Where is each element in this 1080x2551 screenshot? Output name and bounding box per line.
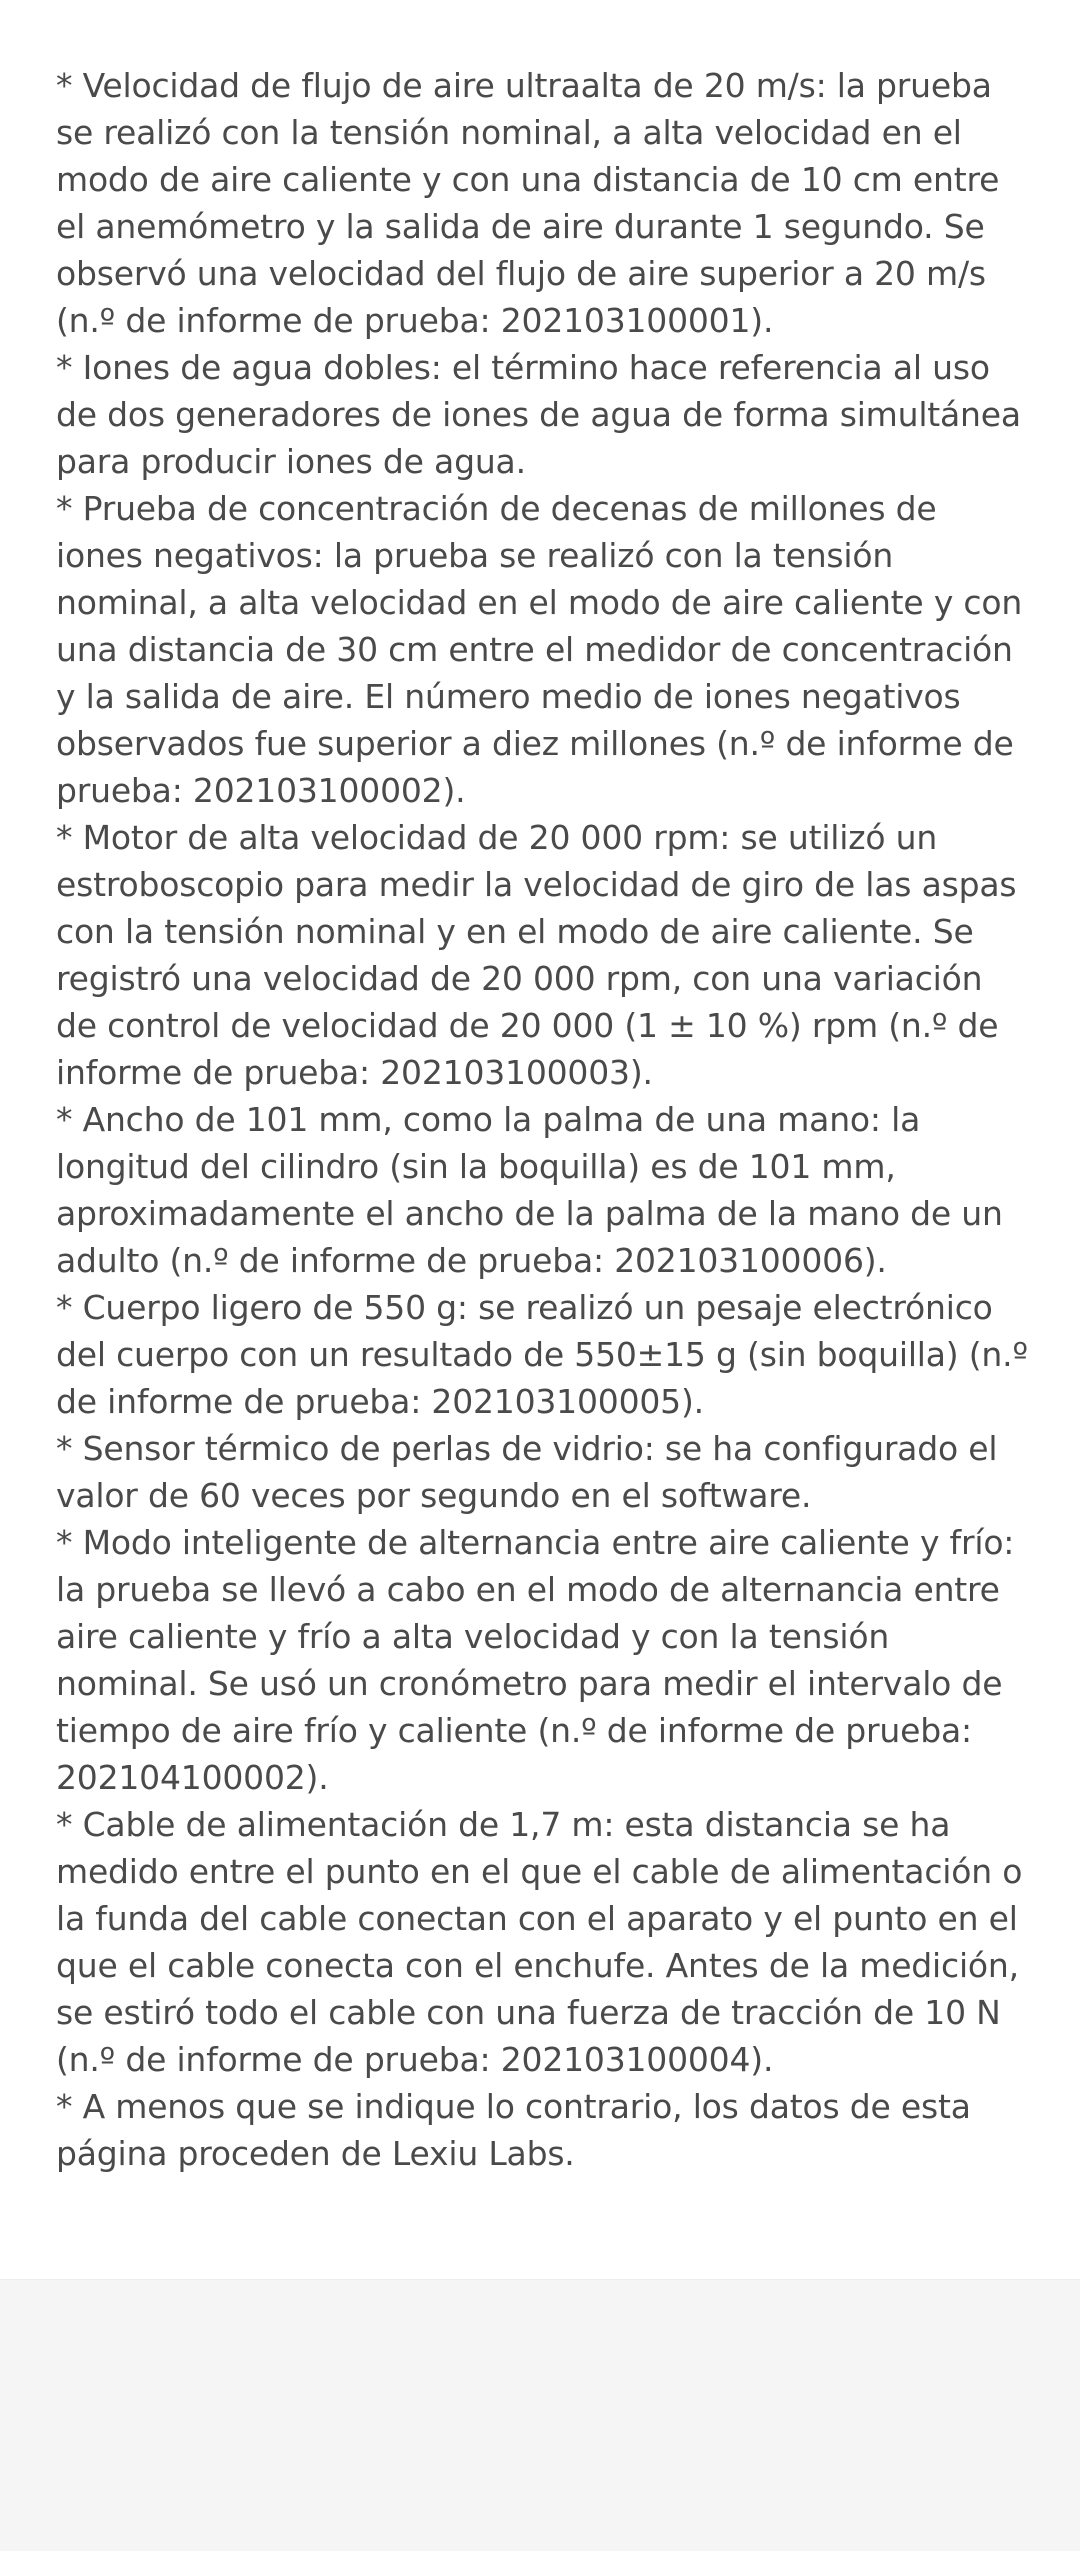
footnote-width: * Ancho de 101 mm, como la palma de una mano: la longitud del cilindro (sin la boquilla) es de 101 mm, aproximadamente el ancho de la palma de la mano de un adulto (n.º de informe de prueba: 202103100006). [56,1100,1003,1280]
footnote-motor-speed: * Motor de alta velocidad de 20 000 rpm: se utilizó un estroboscopio para medir la velocidad de giro de las aspas con la tensión nominal y en el modo de aire caliente. Se registró una velocidad de 20 000 rpm, con una variación de control de velocidad de 20 000 (1 ± 10 %) rpm (n.º de informe de prueba: 202103100003). [56,818,1017,1092]
footnote-airflow-speed: * Velocidad de flujo de aire ultraalta de 20 m/s: la prueba se realizó con la tensión nominal, a alta velocidad en el modo de aire caliente y con una distancia de 10 cm entre el anemómetro y la salida de aire durante 1 segundo. Se observó una velocidad del flujo de aire superior a 20 m/s (n.º de informe de prueba: 202103100001). [56,66,1000,340]
footnote-power-cable: * Cable de alimentación de 1,7 m: esta distancia se ha medido entre el punto en el que el cable de alimentación o la funda del cable conectan con el aparato y el punto en el que el cable conecta con el enchufe. Antes de la medición, se estiró todo el cable con una fuerza de tracción de 10 N (n.º de informe de prueba: 202103100004). [56,1805,1023,2079]
footnote-thermal-sensor: * Sensor térmico de perlas de vidrio: se ha configurado el valor de 60 veces por segundo en el software. [56,1429,998,1515]
footnote-negative-ions: * Prueba de concentración de decenas de millones de iones negativos: la prueba se realizó con la tensión nominal, a alta velocidad en el modo de aire caliente y con una distancia de 30 cm entre el medidor de concentración y la salida de aire. El número medio de iones negativos observados fue superior a diez millones (n.º de informe de prueba: 202103100002). [56,489,1023,810]
footnotes-section [56,62,1028,2177]
footnote-weight: * Cuerpo ligero de 550 g: se realizó un pesaje electrónico del cuerpo con un resultado de 550±15 g (sin boquilla) (n.º de informe de prueba: 202103100005). [56,1288,1028,1421]
footnote-hot-cold-mode: * Modo inteligente de alternancia entre aire caliente y frío: la prueba se llevó a cabo en el modo de alternancia entre aire caliente y frío a alta velocidad y con la tensión nominal. Se usó un cronómetro para medir el intervalo de tiempo de aire frío y caliente (n.º de informe de prueba: 202104100002). [56,1523,1015,1797]
footnote-data-source: * A menos que se indique lo contrario, los datos de esta página proceden de Lexiu Labs. [56,2087,971,2173]
footer-band [0,2279,1080,2551]
footnote-water-ions: * Iones de agua dobles: el término hace referencia al uso de dos generadores de iones de agua de forma simultánea para producir iones de agua. [56,348,1021,481]
